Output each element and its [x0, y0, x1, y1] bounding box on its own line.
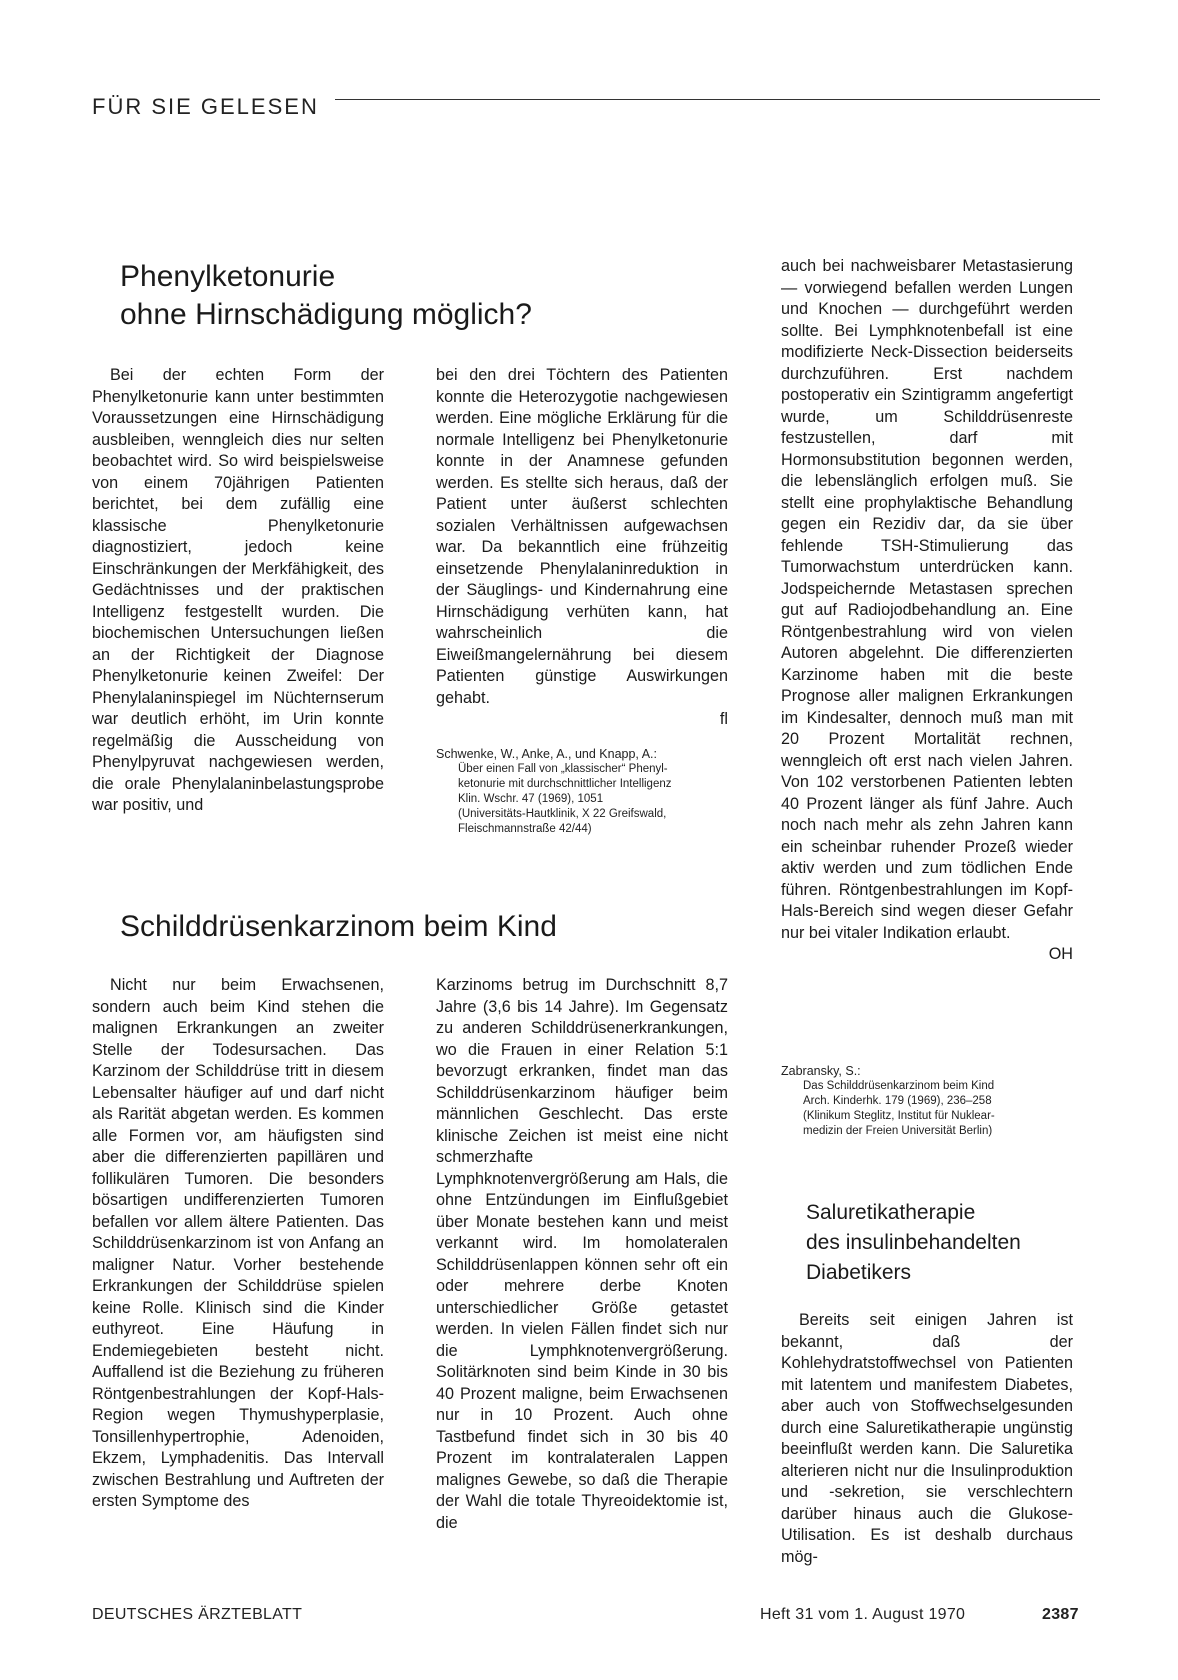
article2-ref-line: Arch. Kinderhk. 179 (1969), 236–258 — [803, 1095, 992, 1107]
article1-column-2 — [436, 365, 728, 737]
article1-ref-line: ketonurie mit durchschnittlicher Intelligenz — [458, 778, 672, 790]
article2-signature: OH — [1048, 945, 1073, 963]
section-header: FÜR SIE GELESEN — [92, 94, 319, 119]
article1-ref-line: Fleischmannstraße 42/44) — [458, 823, 592, 835]
article3-title-line2: des insulinbehandelten — [806, 1231, 1021, 1254]
article1-ref-line: (Universitäts-Hautklinik, X 22 Greifswald, — [458, 808, 667, 820]
article1-col2-text: bei den drei Töchtern des Patienten konnte die Heterozygotie nachgewiesen werden. Eine mögliche Erklärung für die normale Intelligenz bei Phenylketonurie konnte in der Anamnese gefunden werden. Es stellte sich heraus, daß der Patient unter äußerst schlechten sozialen Verhältnissen aufgewachsen war. Da bekanntlich eine frühzeitig einsetzende Phenylalaninreduktion in der Säuglings- und Kindernahrung eine Hirnschädigung verhüten kann, hat wahrscheinlich die Eiweißmangelernährung bei diesem Patienten günstige Auswirkungen gehabt. — [436, 366, 728, 707]
header-rule — [335, 99, 1100, 100]
article1-title-line1: Phenylketonurie — [120, 260, 336, 293]
article3-column — [781, 1310, 1073, 1566]
footer-page-number: 2387 — [1042, 1606, 1079, 1623]
article1-title-line2: ohne Hirnschädigung möglich? — [120, 298, 532, 331]
article1-ref-authors: Schwenke, W., Anke, A., und Knapp, A.: — [436, 747, 657, 761]
article2-reference — [781, 1064, 1081, 1139]
article1-col1-text: Bei der echten Form der Phenylketonurie kann unter bestimmten Voraussetzungen eine Hirnschädigung ausbleiben, wenngleich dies nur selten beobachtet wird. So wird beispielsweise von einem 70jährigen Patienten berichtet, bei dem zufällig eine klassische Phenylketonurie diagnostiziert, jedoch keine Einschränkungen der Merkfähigkeit, des Gedächtnisses und der praktischen Intelligenz festgestellt wurden. Die biochemischen Untersuchungen ließen an der Richtigkeit der Diagnose Phenylketonurie keinen Zweifel: Der Phenylalaninspiegel im Nüchternserum war deutlich erhöht, im Urin konnte regelmäßig die Ausscheidung von Phenylpyruvat nachgewiesen werden, die orale Phenylalaninbelastungsprobe war positiv, und — [92, 366, 384, 814]
article2-title: Schilddrüsenkarzinom beim Kind — [120, 910, 557, 943]
article3-col3-text: Bereits seit einigen Jahren ist bekannt, daß der Kohlehydratstoffwechsel von Patienten mit latentem und manifestem Diabetes, aber auch von Stoffwechselgesunden durch eine Saluretikatherapie ungünstig beeinflußt werden kann. Die Saluretika alterieren nicht nur die Insulinproduktion und -sekretion, sie verschlechtern darüber hinaus auch die Glukose-Utilisation. Es ist deshalb durchaus mög- — [781, 1311, 1073, 1566]
article2-ref-line: Das Schilddrüsenkarzinom beim Kind — [803, 1080, 995, 1092]
article2-ref-line: (Klinikum Steglitz, Institut für Nuklear- — [803, 1110, 995, 1122]
article2-col3-text: auch bei nachweisbarer Metastasierung — vorwiegend befallen werden Lungen und Knochen — durchgeführt werden sollte. Bei Lymphknotenbefall ist eine modifizierte Neck-Dissection beiderseits durchzuführen. Erst nachdem postoperativ ein Szintigramm angefertigt wurde, um Schilddrüsenreste festzustellen, darf mit Hormonsubstitution begonnen werden, die lebenslänglich erfolgen muß. Sie stellt eine prophylaktische Behandlung gegen ein Rezidiv dar, da sie über fehlende TSH-Stimulierung das Tumorwachstum unterdrücken kann. Jodspeichernde Metastasen sprechen gut auf Radiojodbehandlung an. Eine Röntgenbestrahlung wird von vielen Autoren abgelehnt. Die differenzierten Karzinome haben mit die beste Prognose aller malignen Erkrankungen im Kindesalter, dennoch muß man mit 20 Prozent Mortalität rechnen, wenngleich oft erst nach vielen Jahren. Von 102 verstorbenen Patienten lebten 40 Prozent länger als fünf Jahre. Auch noch nach mehr als zehn Jahren kann ein scheinbar ruhender Prozeß wieder aktiv werden und zum tödlichen Ende führen. Röntgenbestrahlungen im Kopf-Hals-Bereich sind wegen dieser Gefahr nur bei vitaler Indikation erlaubt. — [781, 257, 1073, 942]
article1-signature: fl — [719, 710, 728, 728]
article3-title — [806, 1198, 1086, 1288]
article3-title-line3: Diabetikers — [806, 1261, 912, 1284]
article2-col1-text: Nicht nur beim Erwachsenen, sondern auch beim Kind stehen die malignen Erkrankungen an zweiter Stelle der Todesursachen. Das Karzinom der Schilddrüse tritt in diesem Lebensalter häufiger auf und darf nicht als Rarität abgetan werden. Es kommen alle Formen vor, am häufigsten sind aber die differenzierten papillären und follikulären Tumoren. Die besonders bösartigen undifferenzierten Tumoren befallen vor allem ältere Patienten. Das Schilddrüsenkarzinom ist von Anfang an maligner Natur. Vorher bestehende Erkrankungen der Schilddrüse spielen keine Rolle. Klinisch sind die Kinder euthyreot. Eine Häufung in Endemiegebieten besteht nicht. Auffallend ist die Beziehung zu früheren Röntgenbestrahlungen der Kopf-Hals-Region wegen Thymushyperplasie, Tonsillenhypertrophie, Adenoiden, Ekzem, Lymphadenitis. Das Intervall zwischen Bestrahlung und Auftreten der ersten Symptome des — [92, 976, 384, 1510]
article2-column-1 — [92, 975, 384, 1537]
article2-ref-authors: Zabransky, S.: — [781, 1064, 861, 1078]
article1-column-1 — [92, 365, 384, 819]
article1-ref-line: Klin. Wschr. 47 (1969), 1051 — [458, 793, 604, 805]
article1-reference — [436, 747, 736, 837]
article1-title — [120, 258, 640, 334]
article3-title-line1: Saluretikatherapie — [806, 1201, 976, 1224]
footer-issue: Heft 31 vom 1. August 1970 — [760, 1606, 966, 1623]
article1-ref-line: Über einen Fall von „klassischer“ Phenyl- — [458, 763, 668, 775]
footer-journal: DEUTSCHES ÄRZTEBLATT — [92, 1606, 303, 1623]
article2-column-2 — [436, 975, 728, 1537]
article2-col2-text: Karzinoms betrug im Durchschnitt 8,7 Jahre (3,6 bis 14 Jahre). Im Gegensatz zu anderen Schilddrüsenerkrankungen, wo die Frauen in einer Relation 5:1 bevorzugt erkranken, findet man das Schilddrüsenkarzinom häufiger beim männlichen Geschlecht. Das erste klinische Zeichen ist meist eine nicht schmerzhafte Lymphknotenvergrößerung am Hals, die ohne Entzündungen im Einflußgebiet über Monate bestehen kann und meist verkannt wird. Im homolateralen Schilddrüsenlappen können sehr oft ein oder mehrere derbe Knoten unterschiedlicher Größe getastet werden. In vielen Fällen findet sich nur die Lymphknotenvergrößerung. Solitärknoten sind beim Kinde in 30 bis 40 Prozent maligne, beim Erwachsenen nur in 10 Prozent. Auch ohne Tastbefund findet sich in 30 bis 40 Prozent im kontralateralen Lappen malignes Gewebe, so daß die Therapie der Wahl die totale Thyreoidektomie ist, die — [436, 976, 728, 1532]
article2-column-3 — [781, 256, 1073, 1054]
article2-ref-line: medizin der Freien Universität Berlin) — [803, 1125, 993, 1137]
